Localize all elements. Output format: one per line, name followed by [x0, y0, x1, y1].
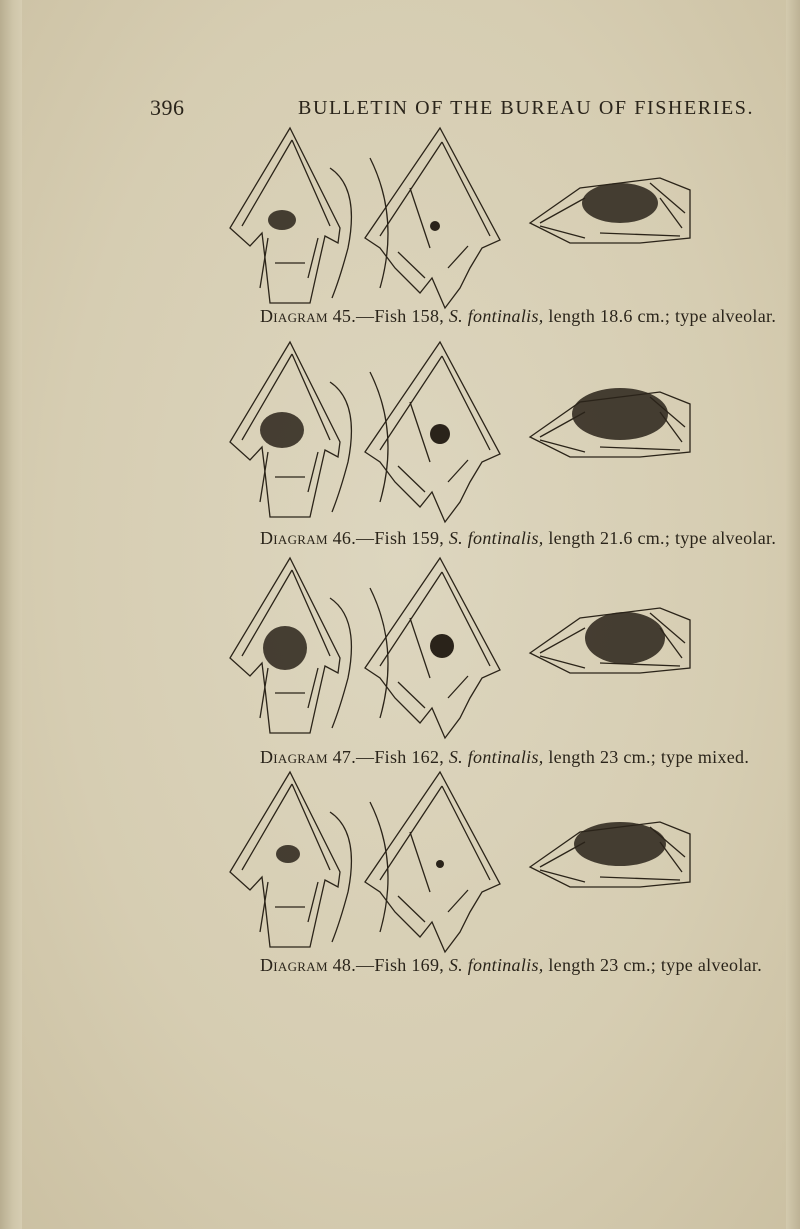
middle-left-curve-2: [370, 158, 388, 288]
caption-text-pre: —Fish 162,: [356, 747, 449, 767]
caption-diagram-48: [260, 955, 780, 976]
middle-inner-lines: [380, 142, 490, 278]
diagram-drawing: [220, 128, 700, 308]
middle-dark-spot: [430, 221, 440, 231]
caption-diagram-47: [260, 747, 780, 768]
figure-diagram-47: [220, 558, 700, 738]
middle-dark-spot: [430, 424, 450, 444]
page-number: 396: [150, 95, 185, 120]
caption-text-post: length 23 cm.; type mixed.: [543, 747, 750, 767]
caption-text-pre: —Fish 159,: [356, 528, 449, 548]
caption-text-pre: —Fish 158,: [356, 306, 449, 326]
middle-left-curve-2: [370, 588, 388, 718]
right-dark-mass: [572, 388, 668, 440]
caption-diagram-45: [260, 306, 780, 327]
diagram-drawing: [220, 772, 700, 952]
caption-species: S. fontinalis,: [448, 528, 544, 548]
caption-diagram-46: [260, 528, 780, 549]
middle-left-curve-2: [370, 372, 388, 502]
middle-section: [330, 772, 500, 952]
running-head: BULLETIN OF THE BUREAU OF FISHERIES.: [298, 97, 755, 119]
middle-section: [330, 342, 500, 522]
binding-shadow: [0, 0, 22, 1229]
middle-dark-spot: [430, 634, 454, 658]
figure-diagram-48: [220, 772, 700, 952]
middle-outline: [365, 128, 500, 308]
figure-diagram-45: [220, 128, 700, 308]
middle-section: [330, 558, 500, 738]
caption-species: S. fontinalis,: [448, 955, 544, 975]
figure-diagram-46: [220, 342, 700, 522]
middle-outline: [365, 772, 500, 952]
right-dark-mass: [585, 612, 665, 664]
left-dark-mass: [260, 412, 304, 448]
page-edge: [786, 0, 800, 1229]
left-dark-mass: [276, 845, 300, 863]
middle-left-curve: [330, 812, 351, 942]
caption-text-post: length 21.6 cm.; type alveolar.: [543, 528, 777, 548]
caption-text-pre: —Fish 169,: [356, 955, 449, 975]
caption-text-post: length 18.6 cm.; type alveolar.: [543, 306, 777, 326]
caption-species: S. fontinalis,: [448, 306, 544, 326]
middle-dark-spot: [436, 860, 444, 868]
caption-label: Diagram 45.: [260, 306, 357, 326]
middle-left-curve-2: [370, 802, 388, 932]
middle-inner-lines: [380, 786, 490, 922]
middle-left-curve: [330, 382, 351, 512]
middle-left-curve: [330, 168, 351, 298]
caption-label: Diagram 47.: [260, 747, 357, 767]
middle-left-curve: [330, 598, 351, 728]
diagram-drawing: [220, 558, 700, 738]
left-dark-mass: [263, 626, 307, 670]
diagram-drawing: [220, 342, 700, 522]
middle-section: [330, 128, 500, 308]
caption-label: Diagram 48.: [260, 955, 357, 975]
caption-species: S. fontinalis,: [448, 747, 544, 767]
caption-text-post: length 23 cm.; type alveolar.: [543, 955, 763, 975]
middle-inner-lines: [380, 356, 490, 492]
caption-label: Diagram 46.: [260, 528, 357, 548]
left-dark-mass: [268, 210, 296, 230]
right-dark-mass: [574, 822, 666, 866]
right-dark-mass: [582, 183, 658, 223]
